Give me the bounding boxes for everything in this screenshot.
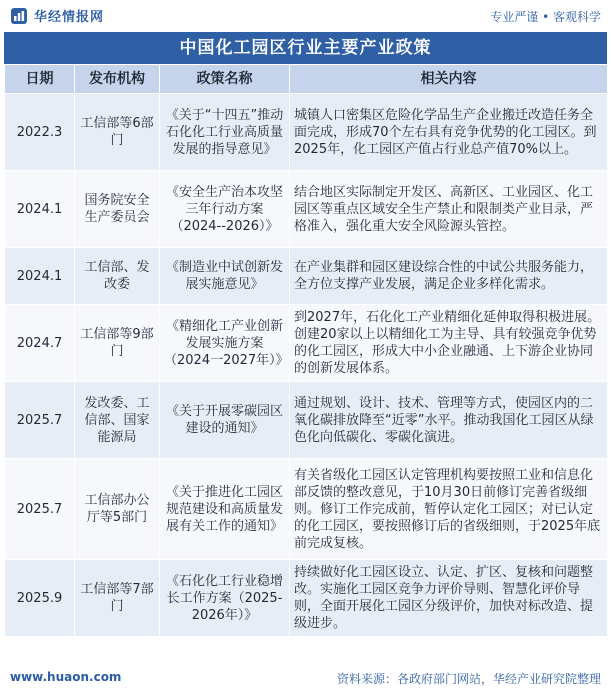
cell-org: 工信部、发改委 [75, 248, 160, 305]
table-header-row [5, 65, 608, 94]
brand [10, 6, 104, 25]
cell-org: 工信部等7部门 [75, 560, 160, 637]
site-url: www.huaon.com [10, 670, 122, 684]
cell-date: 2025.7 [5, 382, 75, 459]
cell-content: 通过规划、设计、技术、管理等方式，使园区内的二氧化碳排放降至“近零”水平。推动我国化工园区从绿色化向低碳化、零碳化演进。 [290, 382, 608, 459]
logo-icon [10, 7, 28, 25]
policy-table [4, 64, 608, 637]
source-note: 资料来源：各政府部门网站，华经产业研究院整理 [336, 672, 601, 686]
cell-date: 2025.9 [5, 560, 75, 637]
cell-policy: 《制造业中试创新发展实施意见》 [160, 248, 290, 305]
table-row [5, 248, 608, 305]
cell-policy: 《关于推进化工园区规范建设和高质量发展有关工作的通知》 [160, 459, 290, 560]
cell-date: 2024.1 [5, 248, 75, 305]
cell-content: 结合地区实际制定开发区、高新区、工业园区、化工园区等重点区域安全生产禁止和限制类产业目录，严格准入，强化重大安全风险源头管控。 [290, 171, 608, 248]
cell-policy: 《关于开展零碳园区建设的通知》 [160, 382, 290, 459]
top-bar [0, 0, 611, 32]
footer [0, 664, 611, 693]
table-row [5, 171, 608, 248]
cell-content: 到2027年，石化化工产业精细化延伸取得积极进展。创建20家以上以精细化工为主导、具有较强竞争优势的化工园区，形成大中小企业融通、上下游企业协同的创新发展体系。 [290, 305, 608, 382]
cell-date: 2022.3 [5, 94, 75, 171]
table-row [5, 94, 608, 171]
table-row [5, 560, 608, 637]
cell-org: 国务院安全生产委员会 [75, 171, 160, 248]
column-header-content: 相关内容 [290, 65, 608, 94]
cell-content: 城镇人口密集区危险化学品生产企业搬迁改造任务全面完成，形成70个左右具有竞争优势的化工园区。到2025年，化工园区产值占行业总产值70%以上。 [290, 94, 608, 171]
table-row [5, 305, 608, 382]
page-title: 中国化工园区行业主要产业政策 [4, 32, 607, 64]
cell-policy: 《关于“十四五”推动石化化工行业高质量发展的指导意见》 [160, 94, 290, 171]
cell-policy: 《安全生产治本攻坚三年行动方案（2024--2026）》 [160, 171, 290, 248]
cell-org: 工信部等6部门 [75, 94, 160, 171]
cell-org: 工信部等9部门 [75, 305, 160, 382]
cell-policy: 《石化化工行业稳增长工作方案（2025-2026年）》 [160, 560, 290, 637]
column-header-date: 日期 [5, 65, 75, 94]
column-header-org: 发布机构 [75, 65, 160, 94]
cell-org: 发改委、工信部、国家能源局 [75, 382, 160, 459]
cell-content: 有关省级化工园区认定管理机构要按照工业和信息化部反馈的整改意见，于10月30日前修订完善省级细则。修订工作完成前，暂停认定化工园区；对已认定的化工园区，要按照修订后的省级细则，于2025年底前完成复核。 [290, 459, 608, 560]
slogan: 专业严谨 • 客观科学 [490, 10, 601, 24]
brand-name: 华经情报网 [34, 10, 105, 25]
cell-org: 工信部办公厅等5部门 [75, 459, 160, 560]
table-row [5, 382, 608, 459]
cell-date: 2024.1 [5, 171, 75, 248]
column-header-policy: 政策名称 [160, 65, 290, 94]
cell-content: 在产业集群和园区建设综合性的中试公共服务能力，全方位支撑产业发展，满足企业多样化需求。 [290, 248, 608, 305]
cell-date: 2025.7 [5, 459, 75, 560]
cell-date: 2024.7 [5, 305, 75, 382]
cell-policy: 《精细化工产业创新发展实施方案（2024一2027年）》 [160, 305, 290, 382]
table-row [5, 459, 608, 560]
cell-content: 持续做好化工园区设立、认定、扩区、复核和问题整改。实施化工园区竞争力评价导则、智慧化评价导则，全面开展化工园区分级评价，加快对标改造、提级进步。 [290, 560, 608, 637]
